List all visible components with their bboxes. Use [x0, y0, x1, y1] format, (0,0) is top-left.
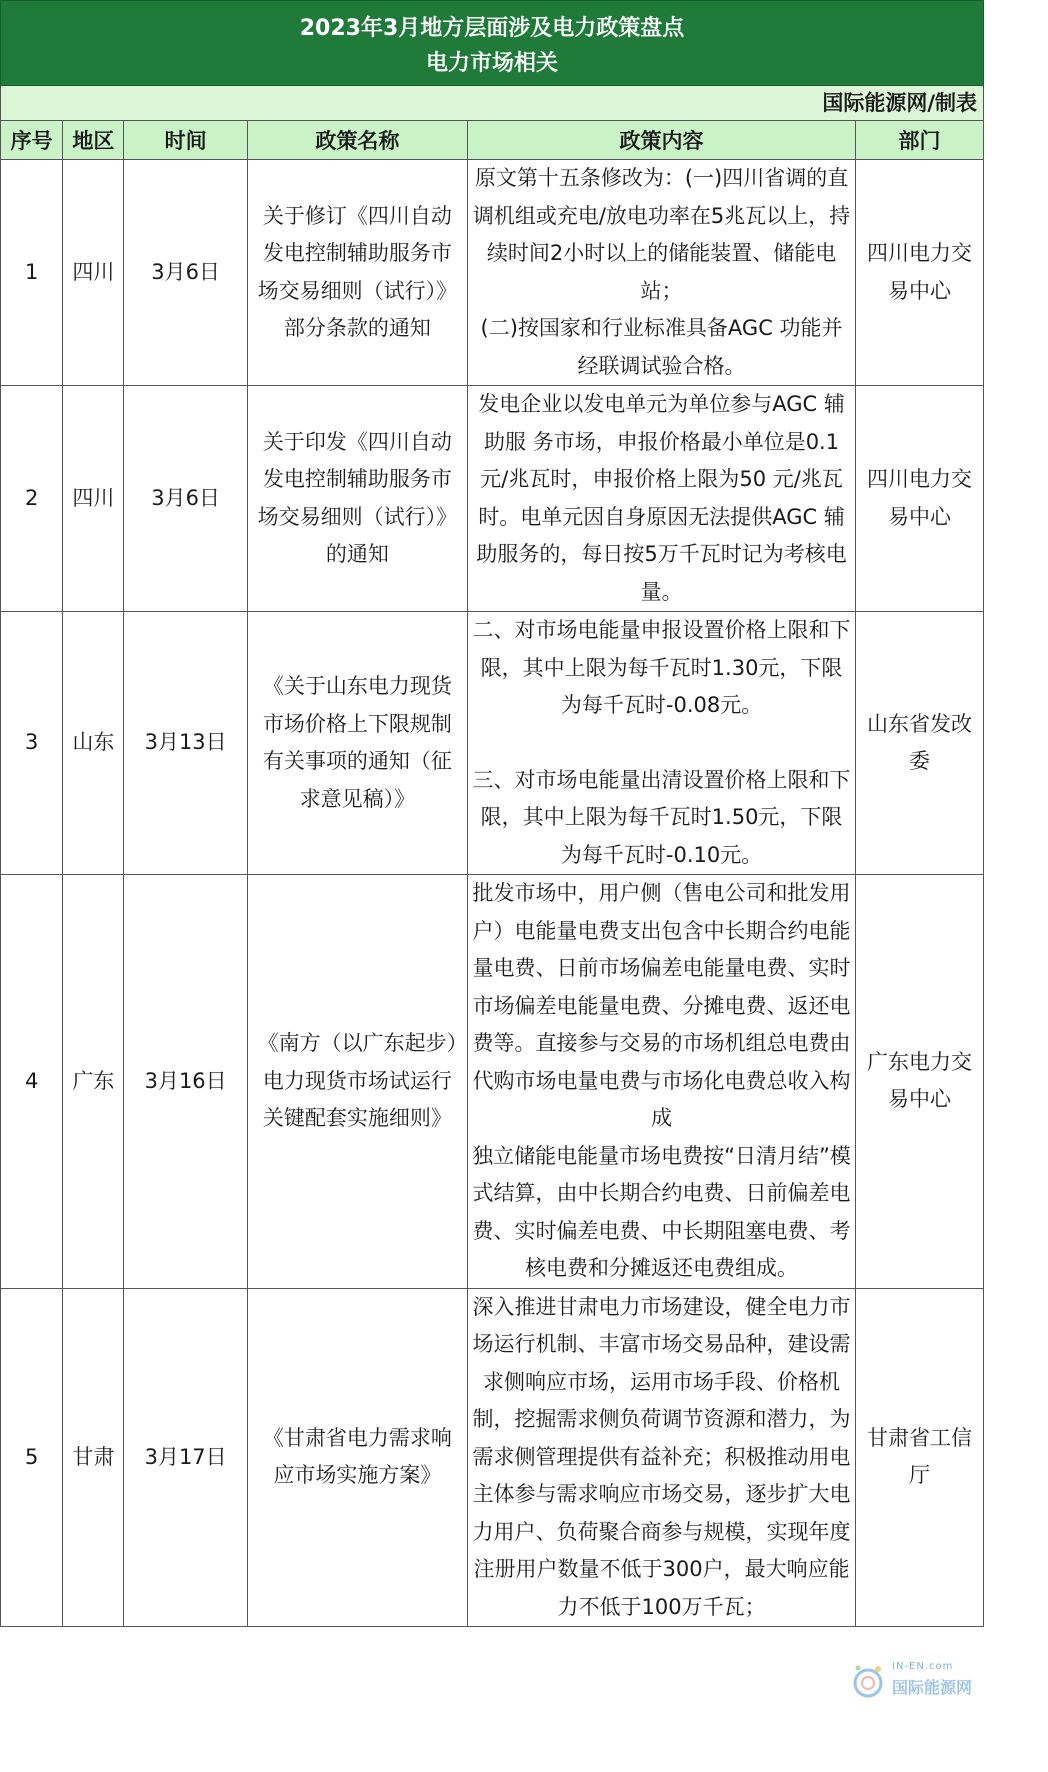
row-date: 3月17日 [124, 1288, 247, 1627]
content-paragraph: 批发市场中，用户侧（售电公司和批发用户）电能量电费支出包含中长期合约电能量电费、日前市场偏差电能量电费、实时市场偏差电能量电费、分摊电费、返还电费等。直接参与交易的市场机组总电费由代购市场电量电费与市场化电费总收入构成 [472, 881, 851, 1130]
row-region: 四川 [63, 386, 124, 612]
col-header-num: 序号 [1, 121, 63, 160]
table-header-row [1, 121, 984, 160]
row-policy-content [468, 160, 856, 386]
col-header-policy-name: 政策名称 [247, 121, 467, 160]
row-date: 3月6日 [124, 160, 247, 386]
page-title: 2023年3月地方层面涉及电力政策盘点 [299, 16, 685, 41]
row-date: 3月6日 [124, 386, 247, 612]
row-policy-name: 《南方（以广东起步）电力现货市场试运行关键配套实施细则》 [247, 875, 467, 1289]
row-policy-name: 关于印发《四川自动发电控制辅助服务市场交易细则（试行）》的通知 [247, 386, 467, 612]
row-department: 四川电力交易中心 [856, 160, 984, 386]
table-row [1, 1288, 984, 1627]
content-paragraph: 三、对市场电能量出清设置价格上限和下限，其中上限为每千瓦时1.50元，下限为每千瓦时-0.10元。 [472, 767, 851, 867]
row-policy-name: 《关于山东电力现货市场价格上下限规制有关事项的通知（征求意见稿）》 [247, 612, 467, 875]
row-policy-content [468, 875, 856, 1289]
watermark-en: IN-EN.com [892, 1661, 954, 1672]
content-paragraph: 独立储能电能量市场电费按“日清月结”模式结算，由中长期合约电费、日前偏差电费、实时偏差电费、中长期阻塞电费、考核电费和分摊返还电费组成。 [472, 1143, 851, 1280]
col-header-department: 部门 [856, 121, 984, 160]
row-region: 广东 [63, 875, 124, 1289]
content-paragraph: 原文第十五条修改为：(一)四川省调的直调机组或充电/放电功率在5兆瓦以上，持续时间2小时以上的储能装置、储能电站； [472, 166, 851, 303]
row-department: 广东电力交易中心 [856, 875, 984, 1289]
row-department: 甘肃省工信厅 [856, 1288, 984, 1627]
row-policy-content [468, 612, 856, 875]
row-policy-name: 关于修订《四川自动发电控制辅助服务市场交易细则（试行）》部分条款的通知 [247, 160, 467, 386]
row-date: 3月16日 [124, 875, 247, 1289]
row-num: 3 [1, 612, 63, 875]
col-header-region: 地区 [63, 121, 124, 160]
row-region: 山东 [63, 612, 124, 875]
source-credit: 国际能源网/制表 [0, 86, 984, 120]
paragraph-gap [472, 725, 851, 762]
row-num: 4 [1, 875, 63, 1289]
row-policy-content [468, 386, 856, 612]
row-num: 1 [1, 160, 63, 386]
content-paragraph: 发电企业以发电单元为单位参与AGC 辅助服 务市场，申报价格最小单位是0.1元/兆瓦时，申报价格上限为50 元/兆瓦时。电单元因自身原因无法提供AGC 辅助服务的，每日按5万千瓦时记为考核电量。 [476, 392, 847, 604]
table-row [1, 612, 984, 875]
table-row [1, 875, 984, 1289]
content-paragraph: (二)按国家和行业标准具备AGC 功能并经联调试验合格。 [480, 316, 843, 378]
col-header-date: 时间 [124, 121, 247, 160]
table-row [1, 386, 984, 612]
row-department: 山东省发改委 [856, 612, 984, 875]
page-subtitle: 电力市场相关 [425, 51, 558, 76]
row-num: 5 [1, 1288, 63, 1627]
row-num: 2 [1, 386, 63, 612]
policy-table [0, 120, 984, 1627]
table-row [1, 160, 984, 386]
row-region: 四川 [63, 160, 124, 386]
in-en-logo-icon [848, 1661, 888, 1701]
row-date: 3月13日 [124, 612, 247, 875]
row-department: 四川电力交易中心 [856, 386, 984, 612]
row-policy-content [468, 1288, 856, 1627]
row-policy-name: 《甘肃省电力需求响应市场实施方案》 [247, 1288, 467, 1627]
content-paragraph: 深入推进甘肃电力市场建设，健全电力市场运行机制、丰富市场交易品种，建设需求侧响应市场，运用市场手段、价格机制，挖掘需求侧负荷调节资源和潜力，为需求侧管理提供有益补充；积极推动用电主体参与需求响应市场交易，逐步扩大电力用户、负荷聚合商参与规模，实现年度注册用户数量不低于300户，最大响应能力不低于100万千瓦； [472, 1294, 851, 1619]
title-bar [0, 0, 984, 86]
col-header-policy-content: 政策内容 [468, 121, 856, 160]
watermark-logo [848, 1655, 983, 1711]
watermark-cn: 国际能源网 [892, 1678, 973, 1697]
content-paragraph: 二、对市场电能量申报设置价格上限和下限，其中上限为每千瓦时1.30元，下限为每千瓦时-0.08元。 [472, 618, 851, 717]
row-region: 甘肃 [63, 1288, 124, 1627]
